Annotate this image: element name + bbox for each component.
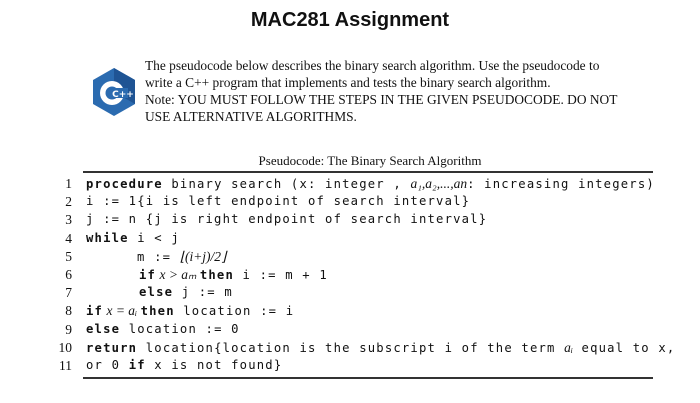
code-line — [0, 340, 700, 358]
bottom-rule — [83, 377, 653, 379]
pseudocode-block — [0, 176, 700, 376]
code-line — [0, 176, 700, 194]
code-text: if x > aₘ then i := m + 1 — [139, 266, 328, 282]
code-text: return location{location is the subscript i of the term aᵢ equal to x, — [86, 339, 676, 355]
intro-line: The pseudocode below describes the binary search algorithm. Use the pseudocode to — [145, 58, 600, 73]
code-line — [0, 249, 700, 267]
line-number: 5 — [65, 248, 72, 264]
code-text: else j := m — [139, 285, 233, 300]
code-line — [0, 231, 700, 249]
intro-line: USE ALTERNATIVE ALGORITHMS. — [145, 109, 357, 124]
line-number: 2 — [65, 194, 72, 210]
pseudocode-caption: Pseudocode: The Binary Search Algorithm — [258, 153, 482, 168]
code-line — [0, 267, 700, 285]
code-line — [0, 322, 700, 340]
logo-text: C++ — [112, 90, 134, 100]
line-number: 8 — [65, 303, 72, 319]
code-line — [0, 285, 700, 303]
code-line — [0, 358, 700, 376]
line-number: 4 — [65, 230, 72, 246]
code-text: procedure binary search (x: integer , a₁,a₂,...,an: increasing integers) — [86, 176, 655, 191]
intro-line: Note: YOU MUST FOLLOW THE STEPS IN THE GIVEN PSEUDOCODE. DO NOT — [145, 92, 618, 107]
code-text: i := 1{i is left endpoint of search interval} — [86, 194, 471, 209]
code-text: if x = aᵢ then location := i — [86, 303, 295, 319]
page-title: MAC281 Assignment — [250, 9, 450, 31]
top-rule — [83, 171, 653, 173]
intro-line: write a C++ program that implements and tests the binary search algorithm. — [145, 75, 551, 90]
code-text: m := ⌊(i+j)/2⌋ — [137, 248, 227, 264]
code-line — [0, 212, 700, 230]
line-number: 6 — [65, 266, 72, 282]
code-text: while i < j — [86, 230, 180, 245]
cpp-logo-icon — [92, 67, 136, 116]
line-number: 3 — [65, 212, 72, 228]
code-text: else location := 0 — [86, 321, 240, 336]
code-line — [0, 303, 700, 321]
intro-paragraph — [145, 57, 675, 125]
code-line — [0, 194, 700, 212]
code-text: or 0 if x is not found} — [86, 357, 283, 372]
line-number: 11 — [59, 357, 72, 373]
line-number: 10 — [58, 339, 72, 355]
line-number: 9 — [65, 321, 72, 337]
line-number: 1 — [65, 176, 72, 191]
code-text: j := n {j is right endpoint of search interval} — [86, 212, 488, 227]
line-number: 7 — [65, 285, 72, 301]
